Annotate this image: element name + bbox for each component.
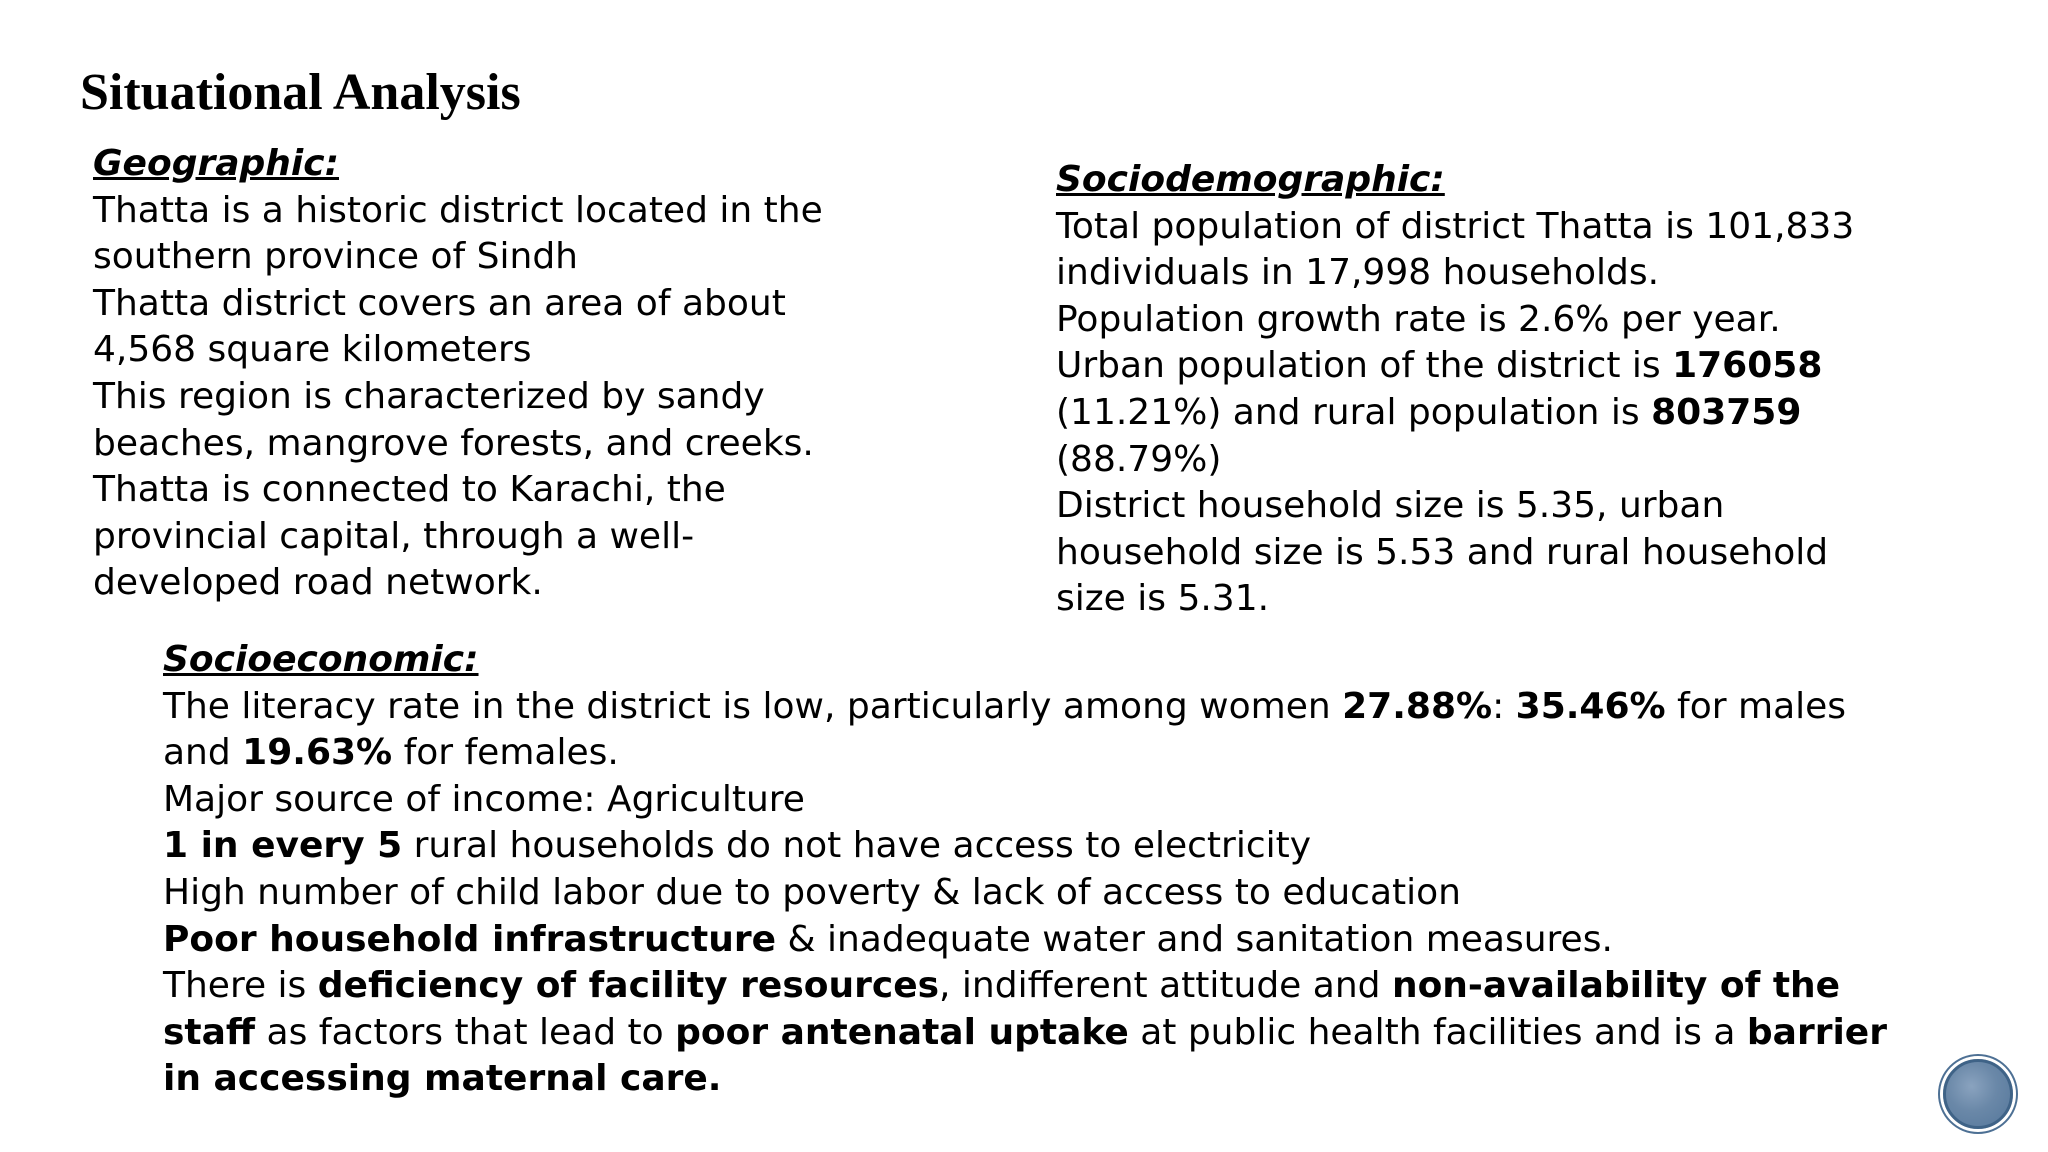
socioeconomic-line <box>163 823 1887 870</box>
rural-population-value: 803759 <box>1651 391 1802 433</box>
literacy-females-value: 19.63% <box>242 732 393 774</box>
text-span: (11.21%) and rural population is <box>1056 391 1652 433</box>
geographic-line: 4,568 square kilometers <box>93 329 532 371</box>
text-span: rural households do not have access to electricity <box>402 825 1312 867</box>
socioeconomic-line: High number of child labor due to poverty & lack of access to education <box>163 871 1461 913</box>
literacy-women-value: 27.88% <box>1342 685 1493 727</box>
text-span: The literacy rate in the district is low, particularly among women <box>163 685 1343 727</box>
text-span: & inadequate water and sanitation measures. <box>776 918 1613 960</box>
text-span: for females. <box>392 732 619 774</box>
socioeconomic-line <box>163 917 1887 964</box>
bold-text: 1 in every 5 <box>163 825 403 867</box>
socioeconomic-line <box>163 963 1887 1010</box>
circle-nav-icon[interactable] <box>1943 1059 2013 1129</box>
text-span: There is <box>163 965 318 1007</box>
geographic-line: provincial capital, through a well- <box>93 515 695 557</box>
slide-title: Situational Analysis <box>80 64 521 121</box>
geographic-line: beaches, mangrove forests, and creeks. <box>93 422 814 464</box>
text-span: and <box>163 732 243 774</box>
sociodemographic-line: Population growth rate is 2.6% per year. <box>1056 298 1781 340</box>
sociodemographic-line: size is 5.31. <box>1056 578 1270 620</box>
sociodemographic-line: household size is 5.53 and rural household <box>1056 531 1829 573</box>
geographic-line: developed road network. <box>93 562 543 604</box>
sociodemographic-line: individuals in 17,998 households. <box>1056 252 1660 294</box>
bold-text: poor antenatal uptake <box>675 1011 1129 1053</box>
socioeconomic-line <box>163 1010 1887 1057</box>
socioeconomic-line <box>163 730 1887 777</box>
socioeconomic-section <box>163 637 1887 1103</box>
socioeconomic-line: Major source of income: Agriculture <box>163 778 805 820</box>
geographic-section <box>93 141 823 607</box>
bold-text: deficiency of facility resources <box>317 965 940 1007</box>
geographic-line: Thatta district covers an area of about <box>93 282 786 324</box>
sociodemographic-heading: Sociodemographic: <box>1056 159 1445 200</box>
geographic-line: Thatta is connected to Karachi, the <box>93 469 726 511</box>
socioeconomic-line <box>163 1056 1887 1103</box>
bold-text: in accessing maternal care. <box>163 1058 722 1100</box>
sociodemographic-section <box>1056 157 1854 623</box>
text-span: as factors that lead to <box>255 1011 676 1053</box>
sociodemographic-line <box>1056 390 1854 437</box>
urban-population-value: 176058 <box>1672 345 1823 387</box>
sociodemographic-line <box>1056 343 1854 390</box>
sociodemographic-line: District household size is 5.35, urban <box>1056 485 1725 527</box>
sociodemographic-line: Total population of district Thatta is 101,833 <box>1056 205 1855 247</box>
bold-text: barrier <box>1746 1011 1887 1053</box>
geographic-line: Thatta is a historic district located in the <box>93 189 823 231</box>
geographic-line: southern province of Sindh <box>93 236 578 278</box>
text-span: , indifferent attitude and <box>939 965 1392 1007</box>
socioeconomic-line <box>163 684 1887 731</box>
bold-text: non-availability of the <box>1391 965 1841 1007</box>
text-span: : <box>1492 685 1516 727</box>
sociodemographic-line: (88.79%) <box>1056 438 1222 480</box>
bold-text: Poor household infrastructure <box>163 918 777 960</box>
text-span: at public health facilities and is a <box>1128 1011 1747 1053</box>
literacy-males-value: 35.46% <box>1515 685 1666 727</box>
geographic-heading: Geographic: <box>93 143 339 184</box>
socioeconomic-heading: Socioeconomic: <box>163 639 479 680</box>
text-span: Urban population of the district is <box>1056 345 1673 387</box>
bold-text: staff <box>163 1011 256 1053</box>
geographic-line: This region is characterized by sandy <box>93 375 765 417</box>
text-span: for males <box>1665 685 1847 727</box>
